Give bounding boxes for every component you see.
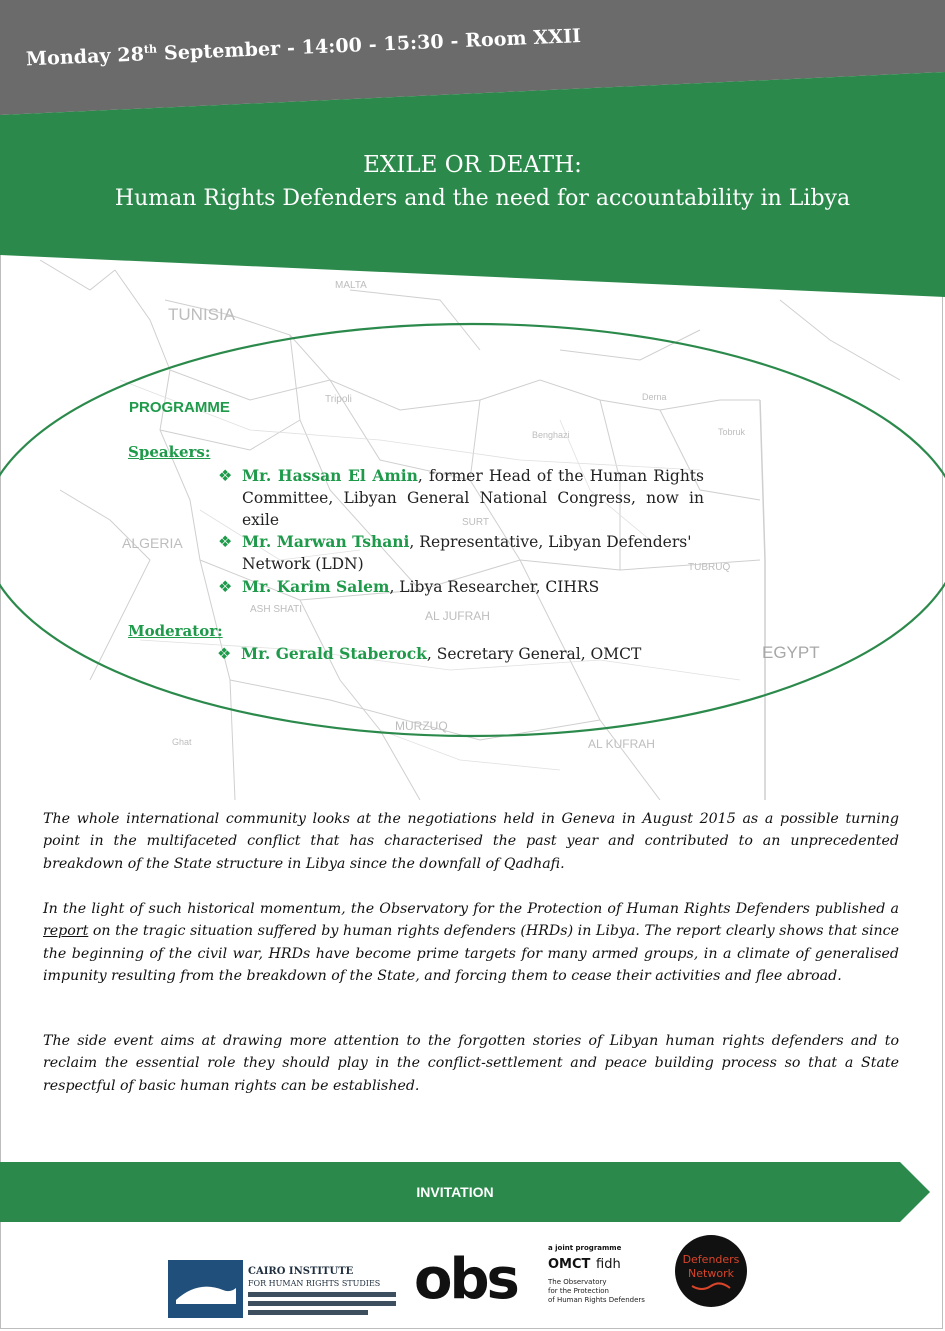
moderator-name: Mr. Gerald Staberock: [241, 644, 427, 663]
date-suffix-sup: th: [143, 42, 158, 57]
map-label-al-kufrah: AL KUFRAH: [588, 737, 655, 751]
map-label-tripoli: Tripoli: [325, 394, 352, 405]
map-label-tobruk: Tobruk: [718, 427, 746, 437]
date-rest: September - 14:00 - 15:30 - Room XXII: [156, 25, 582, 65]
moderator-heading: [128, 622, 223, 640]
moderator-colon: :: [217, 622, 223, 640]
event-subtitle: Human Rights Defenders and the need for accountability in Libya: [114, 186, 851, 211]
map-label-derna: Derna: [642, 392, 667, 402]
diamond-bullet-icon: ❖: [217, 644, 232, 663]
map-label-egypt: EGYPT: [762, 643, 820, 662]
report-paragraph: [43, 898, 899, 987]
map-label-tunisia: TUNISIA: [168, 305, 236, 324]
title-band: [0, 0, 945, 300]
speakers-colon: :: [204, 443, 211, 461]
programme-heading: PROGRAMME: [129, 399, 230, 416]
cihrs-text-bar: [248, 1301, 396, 1306]
fidh-brand: fidh: [596, 1257, 621, 1272]
obs-logo[interactable]: [412, 1240, 537, 1310]
obs-logo-text: obs: [414, 1247, 517, 1310]
speaker-item: [218, 576, 704, 598]
map-label-algeria: ALGERIA: [122, 535, 183, 551]
map-label-malta: MALTA: [335, 280, 367, 291]
omct-fidh-logo[interactable]: [546, 1240, 666, 1310]
speaker-item: [218, 465, 704, 531]
cihrs-text-bar: [248, 1310, 368, 1315]
speaker-role: , former Head of the Human Rights Committee, Libyan General National Congress, now in exile: [242, 467, 704, 529]
omct-brand: OMCT: [548, 1257, 591, 1272]
moderator-role: , Secretary General, OMCT: [426, 645, 642, 663]
observatory-line1: The Observatory: [548, 1278, 607, 1286]
cihrs-text-bar: [248, 1292, 396, 1297]
intro-paragraph: The whole international community looks at the negotiations held in Geneva in August 2015 as a possible turning point in the multifaceted conflict that has characterised the past year and contributed to an unprecedented breakdown of the State structure in Libya since the downfall of Qadhafi.: [43, 811, 899, 872]
report-paragraph-start: In the light of such historical momentum, the Observatory for the Protection of Human Rights Defenders published a: [43, 901, 899, 917]
speaker-name: Mr. Karim Salem: [242, 577, 390, 596]
map-label-al-jufrah: AL JUFRAH: [425, 609, 490, 623]
speaker-role: , Libya Researcher, CIHRS: [389, 578, 600, 596]
joint-programme-text: a joint programme: [548, 1244, 622, 1252]
event-title: EXILE OR DEATH:: [363, 152, 582, 178]
moderator-label: Moderator: [128, 622, 218, 640]
speaker-name: Mr. Marwan Tshani: [242, 532, 410, 551]
invitation-label: INVITATION: [416, 1184, 494, 1200]
map-label-ghat: Ghat: [172, 737, 192, 747]
observatory-line3: of Human Rights Defenders: [548, 1296, 645, 1304]
ldn-logo-line2: Network: [688, 1267, 734, 1280]
side-event-paragraph: The side event aims at drawing more attention to the forgotten stories of Libyan human rights defenders and to reclaim the essential role they should play in the conflict-settlement and peace building process so that a State respectful of basic human rights can be established.: [43, 1033, 899, 1094]
report-paragraph-end: on the tragic situation suffered by human rights defenders (HRDs) in Libya. The report clearly shows that since the beginning of the civil war, HRDs have become prime targets for many armed groups, in a climate of generalised impunity resulting from the breakdown of the State, and forcing them to cease their activities and flee abroad.: [43, 923, 899, 984]
date-prefix: Monday 28: [25, 43, 145, 71]
cihrs-logo[interactable]: [168, 1260, 400, 1318]
moderator-item: [217, 643, 711, 665]
map-label-benghazi: Benghazi: [532, 430, 570, 440]
map-label-tubruq: TUBRUQ: [688, 562, 731, 573]
speakers-label: Speakers: [128, 443, 205, 461]
speaker-role: , Representative, Libyan Defenders' Network (LDN): [242, 533, 692, 573]
ldn-logo-line1: Defenders: [682, 1253, 740, 1266]
speakers-heading: [128, 443, 210, 461]
diamond-bullet-icon: ❖: [218, 532, 233, 551]
cihrs-name-line2: FOR HUMAN RIGHTS STUDIES: [248, 1279, 381, 1288]
map-label-murzuq: MURZUQ: [395, 719, 448, 733]
speaker-item: [218, 531, 704, 575]
speaker-name: Mr. Hassan El Amin: [242, 466, 418, 485]
map-road-lines: [120, 380, 740, 770]
cihrs-name-line1: CAIRO INSTITUTE: [248, 1266, 354, 1277]
diamond-bullet-icon: ❖: [218, 577, 233, 596]
map-label-ash-shati: ASH SHATI: [250, 604, 303, 615]
defenders-network-logo[interactable]: [668, 1234, 754, 1308]
observatory-line2: for the Protection: [548, 1287, 609, 1295]
map-label-surt: SURT: [462, 517, 490, 528]
diamond-bullet-icon: ❖: [218, 466, 233, 485]
report-link[interactable]: report: [43, 923, 89, 940]
